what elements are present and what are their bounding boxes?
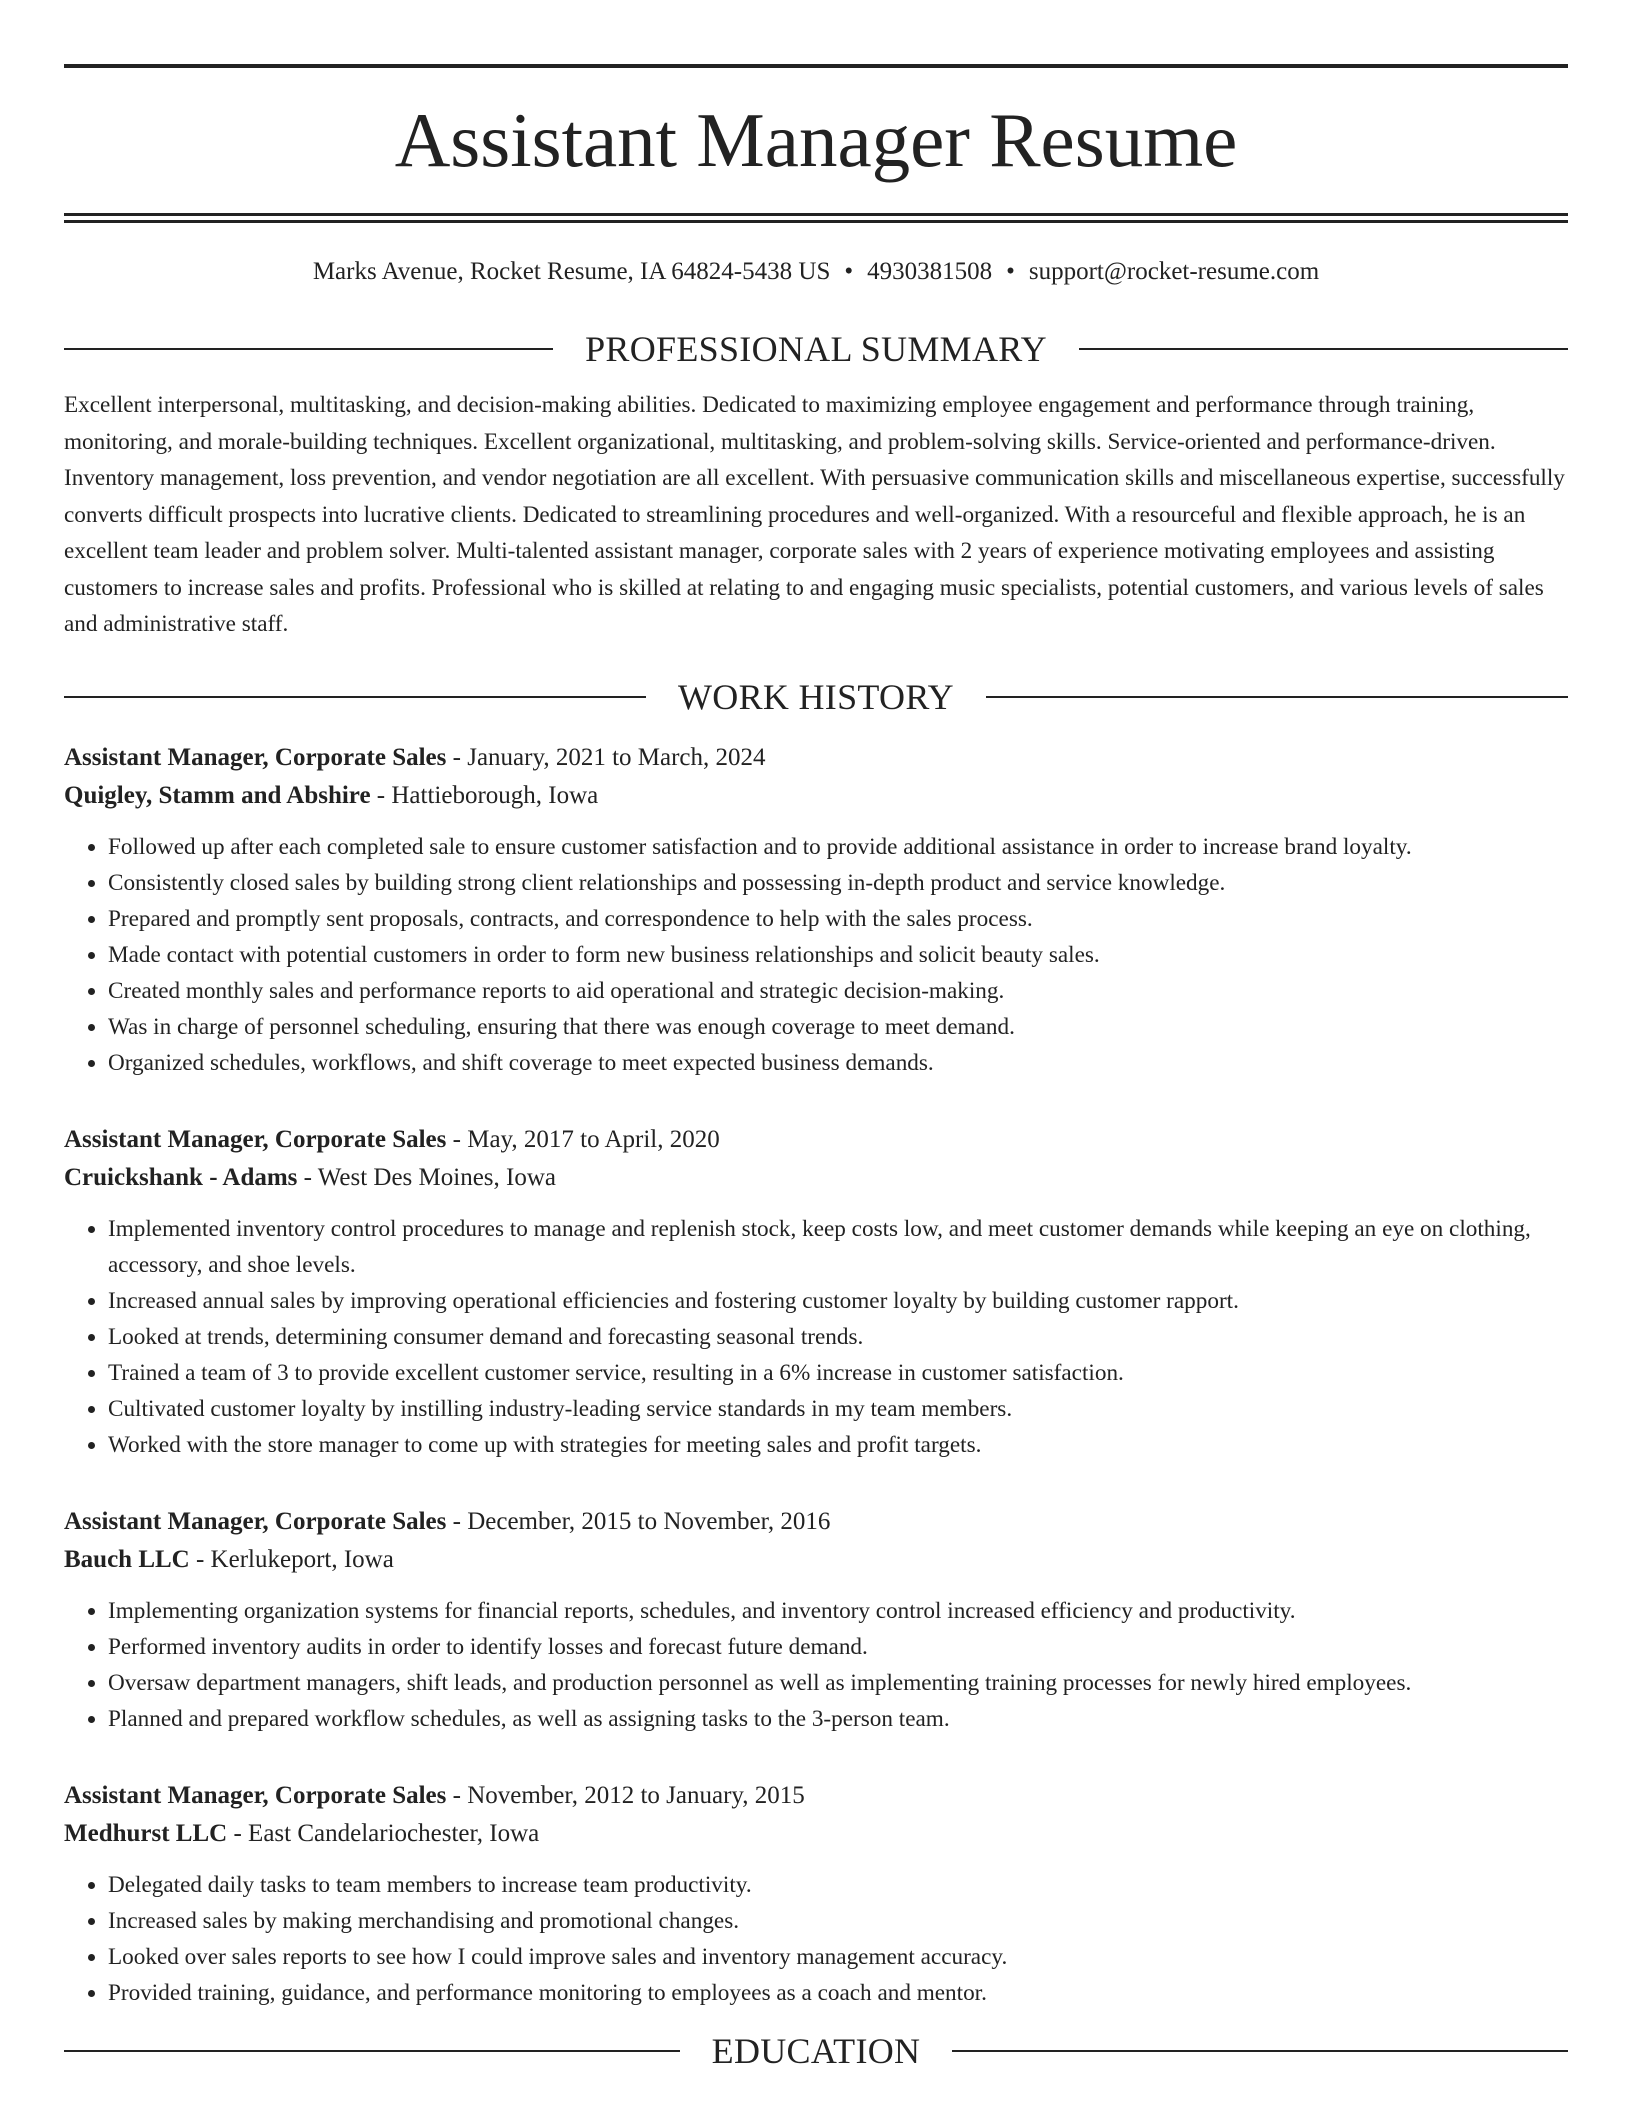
job-bullets — [64, 1867, 1568, 2011]
summary-heading: PROFESSIONAL SUMMARY — [585, 329, 1047, 369]
heading-rule-right — [1079, 348, 1568, 350]
job-bullet: • Cultivated customer loyalty by instilling industry-leading service standards in my team members. — [108, 1391, 1568, 1427]
professional-summary: Excellent interpersonal, multitasking, and decision-making abilities. Dedicated to maximizing employee engagement and performance through training, monitoring, and morale-building techniques. Excellent organizational, multitasking, and problem-solving skills. Service-oriented and performance-driven. Inventory management, loss prevention, and vendor negotiation are all excellent. With persuasive communication skills and miscellaneous expertise, successfully converts difficult prospects into lucrative clients. Dedicated to streamlining procedures and well-organized. With a resourceful and flexible approach, he is an excellent team leader and problem solver. Multi-talented assistant manager, corporate sales with 2 years of experience motivating employees and assisting customers to increase sales and profits. Professional who is skilled at relating to and engaging music specialists, potential customers, and various levels of sales and administrative staff. — [64, 392, 1565, 637]
job-entry — [64, 1503, 1568, 1737]
education-heading: EDUCATION — [711, 2030, 921, 2071]
job-bullet: • Planned and prepared workflow schedules, as well as assigning tasks to the 3-person team. — [108, 1701, 1568, 1737]
job-entry — [64, 1777, 1568, 2011]
contact-separator: • — [1006, 258, 1015, 285]
job-title: Assistant Manager, Corporate Sales — [64, 1507, 447, 1535]
heading-rule-left — [64, 348, 553, 350]
heading-rule-left — [64, 2050, 680, 2052]
job-entry — [64, 1121, 1568, 1463]
contact-line — [64, 257, 1568, 287]
work-section-heading — [64, 676, 1568, 717]
contact-address: Marks Avenue, Rocket Resume, IA 64824-5438 US — [312, 258, 831, 285]
job-dates: - December, 2015 to November, 2016 — [446, 1507, 831, 1535]
heading-rule-right — [952, 2050, 1568, 2052]
job-bullets — [64, 1593, 1568, 1737]
job-entry — [64, 739, 1568, 1081]
job-bullet: • Was in charge of personnel scheduling, ensuring that there was enough coverage to meet demand. — [108, 1009, 1568, 1045]
job-bullet: • Increased annual sales by improving operational efficiencies and fostering customer loyalty by building customer rapport. — [108, 1283, 1568, 1319]
job-bullet: • Oversaw department managers, shift leads, and production personnel as well as implementing training processes for newly hired employees. — [108, 1665, 1568, 1701]
job-company-line — [64, 1815, 1568, 1853]
top-rule — [64, 64, 1568, 68]
work-heading: WORK HISTORY — [678, 676, 954, 717]
job-bullet: • Worked with the store manager to come up with strategies for meeting sales and profit targets. — [108, 1427, 1568, 1463]
resume-title: Assistant Manager Resume — [394, 97, 1238, 183]
job-title: Assistant Manager, Corporate Sales — [64, 1125, 447, 1153]
job-location: - East Candelariochester, Iowa — [227, 1819, 540, 1847]
job-dates: - November, 2012 to January, 2015 — [446, 1781, 805, 1809]
job-bullet: • Looked over sales reports to see how I could improve sales and inventory management accuracy. — [108, 1939, 1568, 1975]
job-bullets — [64, 1211, 1568, 1463]
job-bullet: • Consistently closed sales by building strong client relationships and possessing in-depth product and service knowledge. — [108, 865, 1568, 901]
job-title-line — [64, 1121, 1568, 1159]
job-location: - Kerlukeport, Iowa — [189, 1545, 394, 1573]
summary-section-heading — [64, 331, 1568, 367]
contact-email[interactable]: support@rocket-resume.com — [1028, 258, 1320, 285]
job-bullet: • Trained a team of 3 to provide excellent customer service, resulting in a 6% increase in customer satisfaction. — [108, 1355, 1568, 1391]
job-bullet: • Created monthly sales and performance reports to aid operational and strategic decision-making. — [108, 973, 1568, 1009]
job-bullet: • Followed up after each completed sale to ensure customer satisfaction and to provide additional assistance in order to increase brand loyalty. — [108, 829, 1568, 865]
contact-phone[interactable]: 4930381508 — [867, 258, 993, 285]
job-bullet: • Implementing organization systems for financial reports, schedules, and inventory control increased efficiency and productivity. — [108, 1593, 1568, 1629]
job-title-line — [64, 739, 1568, 777]
job-location: - Hattieborough, Iowa — [370, 781, 599, 809]
job-title-line — [64, 1777, 1568, 1815]
job-bullet: • Performed inventory audits in order to identify losses and forecast future demand. — [108, 1629, 1568, 1665]
job-location: - West Des Moines, Iowa — [297, 1163, 556, 1191]
job-company: Cruickshank - Adams — [64, 1163, 298, 1191]
job-bullet: • Looked at trends, determining consumer demand and forecasting seasonal trends. — [108, 1319, 1568, 1355]
job-bullet: • Prepared and promptly sent proposals, contracts, and correspondence to help with the sales process. — [108, 901, 1568, 937]
job-company: Quigley, Stamm and Abshire — [64, 781, 371, 809]
education-section-heading — [64, 2030, 1568, 2071]
job-company: Bauch LLC — [64, 1545, 190, 1573]
heading-rule-left — [64, 696, 646, 698]
job-bullets — [64, 829, 1568, 1081]
job-bullet: • Provided training, guidance, and performance monitoring to employees as a coach and mentor. — [108, 1975, 1568, 2011]
title-double-rule — [64, 213, 1568, 223]
job-dates: - January, 2021 to March, 2024 — [446, 743, 766, 771]
job-title: Assistant Manager, Corporate Sales — [64, 1781, 447, 1809]
contact-separator: • — [844, 258, 854, 285]
job-title: Assistant Manager, Corporate Sales — [64, 743, 447, 771]
job-company: Medhurst LLC — [64, 1819, 228, 1847]
job-company-line — [64, 777, 1568, 815]
job-company-line — [64, 1159, 1568, 1197]
job-company-line — [64, 1541, 1568, 1579]
job-bullet: • Made contact with potential customers in order to form new business relationships and solicit beauty sales. — [108, 937, 1568, 973]
job-title-line — [64, 1503, 1568, 1541]
job-dates: - May, 2017 to April, 2020 — [446, 1125, 720, 1153]
job-bullet: • Implemented inventory control procedures to manage and replenish stock, keep costs low, and meet customer demands while keeping an eye on clothing, accessory, and shoe levels. — [108, 1211, 1568, 1283]
heading-rule-right — [986, 696, 1568, 698]
job-bullet: • Organized schedules, workflows, and shift coverage to meet expected business demands. — [108, 1045, 1568, 1081]
job-bullet: • Increased sales by making merchandising and promotional changes. — [108, 1903, 1568, 1939]
job-bullet: • Delegated daily tasks to team members to increase team productivity. — [108, 1867, 1568, 1903]
